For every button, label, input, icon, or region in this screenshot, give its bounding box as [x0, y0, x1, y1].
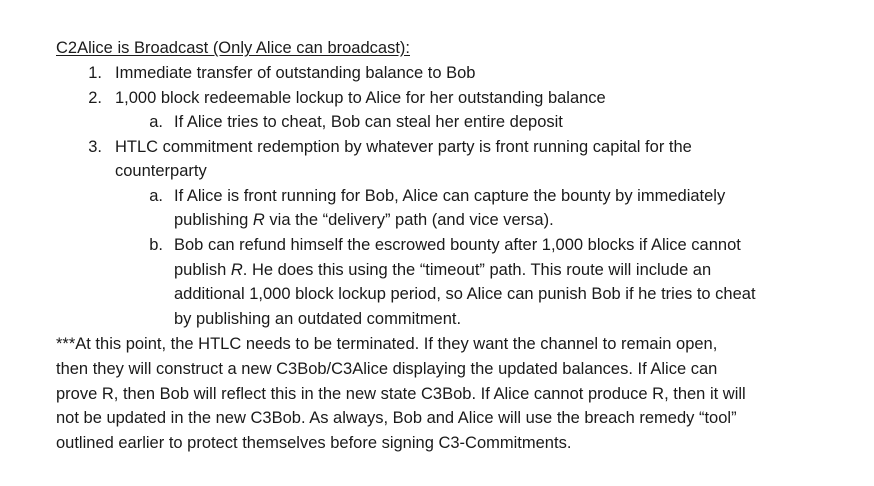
sublist-marker: a.	[149, 187, 163, 205]
list-item-text: Immediate transfer of outstanding balance to Bob	[115, 64, 476, 82]
sublist-item-text: publish R. He does this using the “timeout” path. This route will include an	[174, 261, 712, 279]
sublist-item-text: by publishing an outdated commitment.	[174, 310, 462, 328]
sublist-item-text: If Alice tries to cheat, Bob can steal her entire deposit	[174, 113, 563, 131]
note-paragraph-line: outlined earlier to protect themselves before signing C3-Commitments.	[56, 434, 572, 452]
list-marker: 2.	[88, 89, 102, 107]
note-paragraph-line: ***At this point, the HTLC needs to be terminated. If they want the channel to remain open,	[56, 335, 718, 353]
sublist-item-text: additional 1,000 block lockup period, so Alice can punish Bob if he tries to cheat	[174, 285, 756, 303]
section-heading: C2Alice is Broadcast (Only Alice can broadcast):	[56, 39, 410, 57]
sublist-marker: b.	[149, 236, 163, 254]
sublist-marker: a.	[149, 113, 163, 131]
list-item-text: counterparty	[115, 162, 207, 180]
list-item-text: HTLC commitment redemption by whatever party is front running capital for the	[115, 138, 692, 156]
sublist-item-text: publishing R via the “delivery” path (and vice versa).	[174, 211, 554, 229]
note-paragraph-line: then they will construct a new C3Bob/C3Alice displaying the updated balances. If Alice can	[56, 360, 718, 378]
list-item-text: 1,000 block redeemable lockup to Alice for her outstanding balance	[115, 89, 606, 107]
note-paragraph-line: prove R, then Bob will reflect this in the new state C3Bob. If Alice cannot produce R, then it will	[56, 385, 746, 403]
list-marker: 3.	[88, 138, 102, 156]
note-paragraph-line: not be updated in the new C3Bob. As always, Bob and Alice will use the breach remedy “tool”	[56, 409, 737, 427]
list-marker: 1.	[88, 64, 102, 82]
sublist-item-text: If Alice is front running for Bob, Alice can capture the bounty by immediately	[174, 187, 726, 205]
sublist-item-text: Bob can refund himself the escrowed bounty after 1,000 blocks if Alice cannot	[174, 236, 741, 254]
